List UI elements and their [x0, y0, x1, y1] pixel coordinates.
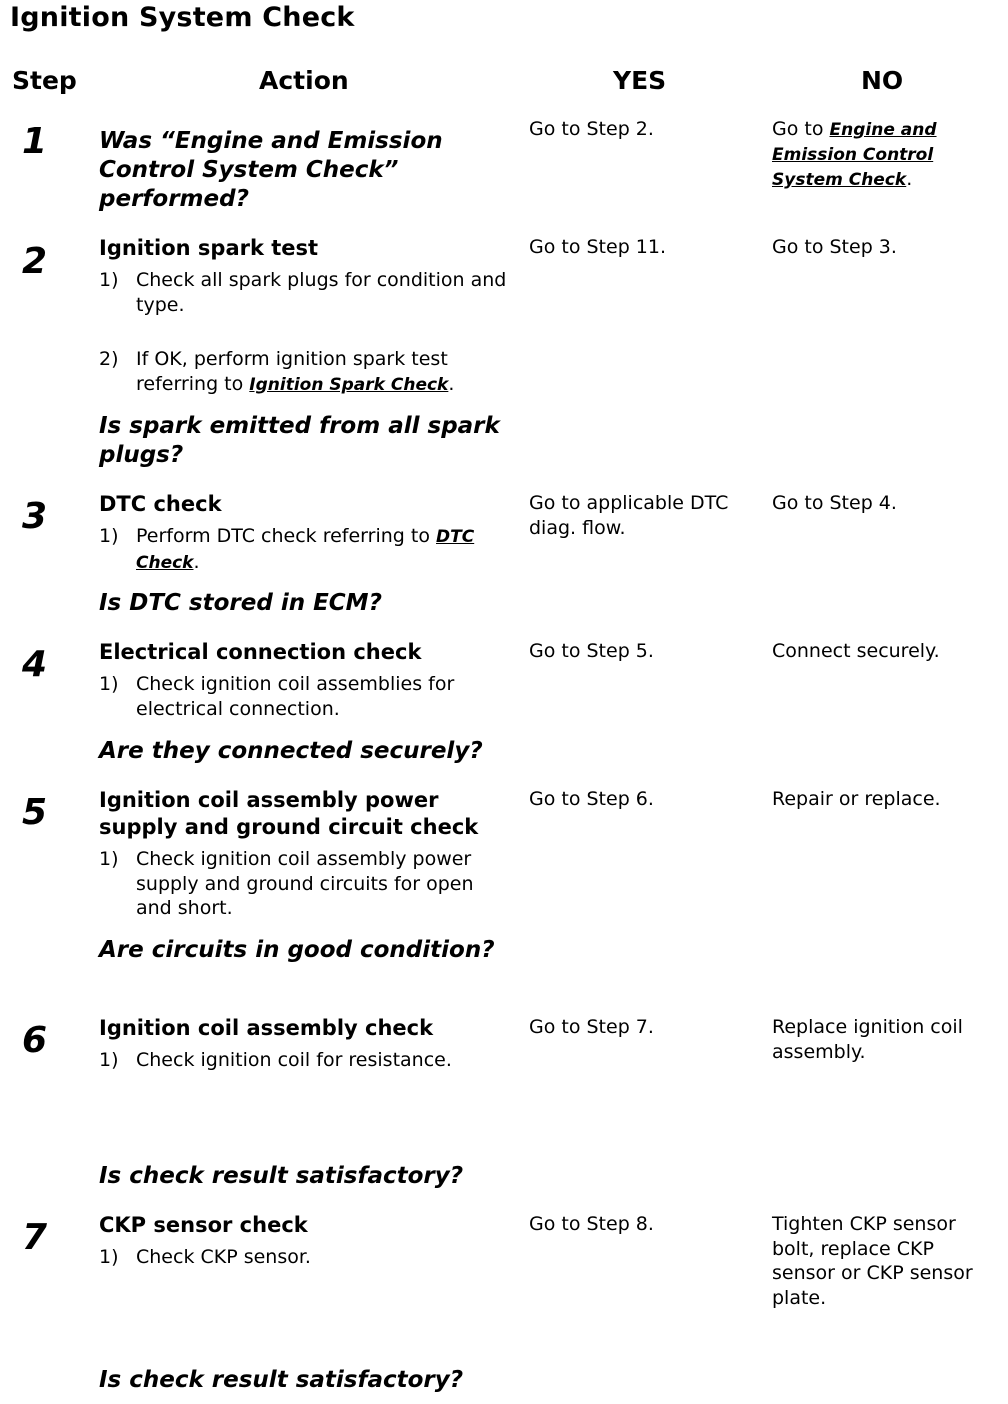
step-question: Is check result satisfactory? [99, 1367, 464, 1393]
step-number: 2 [22, 241, 48, 282]
substep-number: 1) [99, 848, 119, 870]
substep-text: Check CKP sensor. [136, 1246, 311, 1268]
step-question: Is DTC stored in ECM? [99, 590, 382, 616]
substep-number: 1) [99, 525, 119, 547]
no-action: Replace ignition coil assembly. [772, 1016, 963, 1063]
step-title: Electrical connection check [99, 640, 422, 664]
no-action: Go to Step 4. [772, 492, 897, 514]
yes-action: Go to Step 11. [529, 236, 667, 258]
column-header-yes: YES [613, 66, 667, 95]
substep [99, 672, 509, 721]
no-action: Tighten CKP sensor bolt, replace CKP sensor or CKP sensor plate. [772, 1213, 973, 1309]
yes-action: Go to Step 6. [529, 788, 654, 810]
no-action [772, 117, 997, 192]
substep [99, 1048, 509, 1073]
step-title: Ignition coil assembly power supply and ground circuit check [99, 788, 479, 839]
procedure-link[interactable]: Engine and Emission Control System Check [772, 120, 937, 190]
procedure-link[interactable]: DTC Check [136, 527, 475, 573]
substep-text: Check all spark plugs for condition and type. [136, 269, 507, 316]
substep-number: 1) [99, 269, 119, 291]
substep-text: Perform DTC check referring to [136, 525, 437, 547]
step-question: Is check result satisfactory? [99, 1163, 464, 1189]
no-action: Connect securely. [772, 640, 940, 662]
step-question: Are circuits in good condition? [99, 937, 495, 963]
procedure-link[interactable]: Ignition Spark Check [249, 374, 449, 395]
no-action: Repair or replace. [772, 788, 941, 810]
substep-text: Check ignition coil for resistance. [136, 1049, 452, 1071]
step-number: 5 [22, 792, 48, 833]
step-title: Ignition coil assembly check [99, 1016, 434, 1040]
page-title: Ignition System Check [10, 2, 355, 33]
no-action: Go to Step 3. [772, 236, 897, 258]
step-question: Are they connected securely? [99, 738, 483, 764]
step-question: Was “Engine and Emission Control System Check” performed? [99, 128, 443, 212]
step-number: 1 [22, 121, 48, 162]
substep-suffix: . [193, 550, 200, 573]
column-header-action: Action [259, 66, 349, 95]
substep [99, 1245, 509, 1270]
substep-text: Check ignition coil assemblies for electrical connection. [136, 673, 455, 720]
substep-text: If OK, perform ignition spark test referring to [136, 348, 448, 395]
step-title: Ignition spark test [99, 236, 319, 260]
substep-number: 1) [99, 1246, 119, 1268]
substep-suffix: . [448, 372, 455, 395]
step-number: 6 [22, 1020, 48, 1061]
yes-action: Go to Step 5. [529, 640, 654, 662]
substep-text: Check ignition coil assembly power supply and ground circuits for open and short. [136, 848, 474, 919]
yes-action: Go to Step 8. [529, 1213, 654, 1235]
substep [99, 268, 509, 317]
substep-number: 1) [99, 1049, 119, 1071]
step-question: Is spark emitted from all spark plugs? [99, 413, 500, 468]
substep [99, 847, 509, 921]
column-header-step: Step [12, 66, 77, 95]
no-action-text: Go to [772, 118, 830, 140]
yes-action: Go to Step 2. [529, 118, 654, 140]
step-title: DTC check [99, 492, 222, 516]
substep-number: 2) [99, 348, 119, 370]
no-action-suffix: . [906, 168, 913, 190]
step-number: 7 [22, 1217, 48, 1258]
column-header-no: NO [861, 66, 904, 95]
substep [99, 524, 509, 575]
yes-action: Go to Step 7. [529, 1016, 654, 1038]
step-title: CKP sensor check [99, 1213, 308, 1237]
substep [99, 347, 509, 397]
step-number: 4 [22, 644, 48, 685]
step-number: 3 [22, 496, 48, 537]
substep-number: 1) [99, 673, 119, 695]
yes-action: Go to applicable DTC diag. flow. [529, 492, 729, 539]
